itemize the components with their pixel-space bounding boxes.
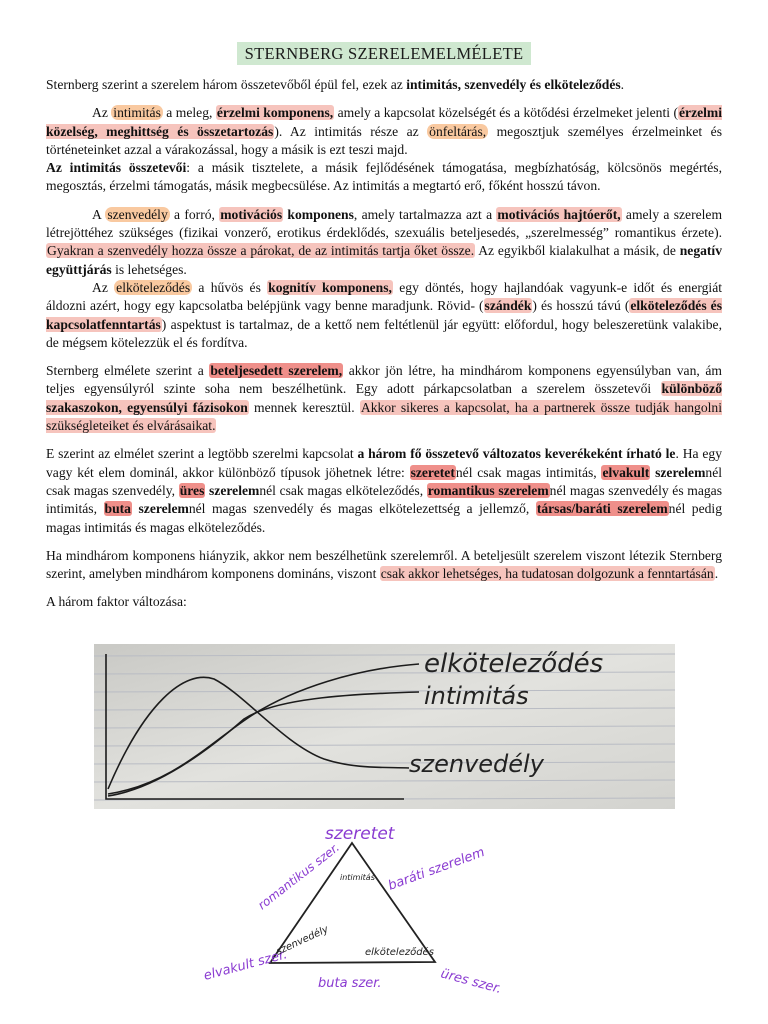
bold-negative-correlation: negatív együttjárás <box>46 243 723 277</box>
love-triangle-diagram <box>200 815 520 1015</box>
text-span: a forró, <box>169 206 220 222</box>
label-szeretet: szeretet <box>325 824 395 844</box>
text-span: egy döntés, hogy hajlandóak vagyunk-e időt és energiát áldozni azért, hogy egy kapcsolatba belépjünk vagy benne maradjunk. Rövid- ( <box>46 279 723 314</box>
highlight-phases: különböző szakaszokon, egyensúlyi fázisokon <box>46 381 722 415</box>
text-span: Sternberg szerint a szerelem három összetevőből épül fel, ezek az <box>46 77 407 92</box>
text-span: mennek keresztül. <box>248 399 360 415</box>
highlight-emotional-closeness: érzelmi közelség, meghittség és összetartozás <box>46 105 723 139</box>
page-title: STERNBERG SZERELEMELMÉLETE <box>237 42 532 65</box>
triangle-svg <box>200 815 520 1015</box>
text-span: megosztjuk személyes érzelmeinket és történeteinket azzal a várakozással, hogy a másik is ezt teszi majd. <box>46 123 722 157</box>
text-span: nél csak magas szenvedély, <box>46 464 723 498</box>
text-span: . <box>620 77 625 92</box>
highlight-conscious-work: csak akkor lehetséges, ha tudatosan dolgozunk a fenntartásán <box>380 566 714 582</box>
bold-component: komponens <box>283 206 354 222</box>
text-span: Az <box>92 105 112 121</box>
highlight-emotional-component: érzelmi komponens, <box>216 105 334 121</box>
paragraph-love-types <box>46 445 722 536</box>
paragraph-commitment <box>46 279 722 352</box>
highlight-successful-relationship: Akkor sikeres a kapcsolat, ha a partnerek össze tudják hangolni szükségleteiket és elvárásaikat. <box>46 399 722 434</box>
text-span: nél magas szenvedély és magas intimitás, <box>46 482 722 517</box>
highlight-szeretet: szeretet <box>410 464 455 480</box>
bold-szerelem: szerelem <box>131 501 189 517</box>
body-text <box>46 76 722 612</box>
highlight-romantikus: romantikus szerelem <box>427 482 549 498</box>
label-barati: baráti szerelem <box>386 844 487 894</box>
text-span: nél csak magas intimitás, <box>455 464 602 480</box>
text-span: a hűvös és <box>192 279 268 295</box>
text-span: is lehetséges. <box>111 261 187 277</box>
label-inner-intimitas: intimitás <box>340 873 375 882</box>
highlight-cognitive-component: kognitív komponens, <box>268 279 392 295</box>
text-span: nél csak magas elköteleződés, <box>259 482 427 498</box>
paragraph-factor-change: A három faktor változása: <box>46 594 187 610</box>
highlight-intimitas: intimitás <box>113 105 161 121</box>
label-inner-elkotelezodes: elköteleződés <box>365 947 434 958</box>
text-span: Ha mindhárom komponens hiányzik, akkor nem beszélhetünk szerelemről. A beteljesült szerelem viszont létezik Sternberg szerint, amelyben mindhárom komponens domináns, viszont <box>46 547 722 582</box>
highlight-motivational-drive: motivációs hajtóerőt, <box>497 206 621 222</box>
label-ures: üres szer. <box>438 966 504 998</box>
highlight-passion-brings-together: Gyakran a szenvedély hozza össze a párokat, de az intimitás tartja őket össze. <box>47 243 475 259</box>
label-inner-szenvedely: szenvedély <box>274 923 331 958</box>
text-span: nél pedig magas intimitás és magas elköteleződés. <box>46 501 722 535</box>
highlight-elkotelezodes: elköteleződés <box>116 279 191 295</box>
paragraph-intro <box>46 76 722 94</box>
highlight-tarsas-barati: társas/baráti szerelem <box>536 501 668 517</box>
text-span: : a másik tisztelete, a másik fejlődésének támogatása, megbízhatóság, kölcsönös megértés, megosztás, érzelmi támogatás, másik megbecsülése. Az intimitás a megtartó erő, főként hosszú távon. <box>46 160 722 194</box>
bold-intimacy-components: Az intimitás összetevői <box>46 160 187 176</box>
text-span: . <box>714 566 719 582</box>
text-span: ) és hosszú távú ( <box>532 298 630 314</box>
highlight-buta: buta <box>104 501 131 517</box>
highlight-intention: szándék <box>484 298 532 314</box>
text-span: akkor jön létre, ha mindhárom komponens egyensúlyban van, ám teljes egyensúlyról szinte soha nem beszélhetünk. Egy adott párkapcsolatban a szerelem összetevői <box>46 363 722 397</box>
paragraph-no-love <box>46 547 722 584</box>
paragraph-intimacy <box>46 104 722 159</box>
title-row <box>0 42 768 65</box>
bold-szerelem: szerelem <box>650 464 706 480</box>
text-span: , amely tartalmazza azt a <box>353 206 497 222</box>
paragraph-intimacy-components <box>46 159 722 196</box>
text-span: ). Az intimitás része az <box>274 123 428 139</box>
highlight-motivational: motivációs <box>220 206 283 222</box>
text-span: ) aspektust is tartalmaz, de a kettő nem feltétlenül jár együtt: előfordul, hogy beleszeretünk valakibe, de mégsem kötelezzük el és fordítva. <box>46 316 722 350</box>
highlight-self-disclosure: önfeltárás, <box>429 123 487 139</box>
highlight-commitment-maintenance: elköteleződés és kapcsolatfenntartás <box>46 298 722 332</box>
text-span: nél magas szenvedély és magas elkötelezettség a jellemző, <box>188 501 536 517</box>
label-buta: buta szer. <box>318 976 382 991</box>
text-span: A <box>92 206 106 222</box>
highlight-ures: üres <box>179 482 205 498</box>
bold-components: intimitás, szenvedély és elköteleződés <box>406 77 621 92</box>
label-romantikus: romantikus szer. <box>255 840 342 913</box>
highlight-elvakult: elvakult <box>602 464 650 480</box>
paragraph-consummate-love <box>46 362 722 435</box>
text-span: . Ha egy vagy két elem dominál, akkor különböző típusok jöhetnek létre: <box>46 446 722 480</box>
text-span: amely a szerelem létrejöttéhez szükséges (fizikai vonzerő, erotikus érdeklődés, szexuális beteljesedés, „szerelmesség” romantikus érzete). <box>46 206 723 241</box>
highlight-consummate-love: beteljesedett szerelem, <box>210 363 343 379</box>
highlight-szenvedely: szenvedély <box>107 206 168 222</box>
handwritten-graph-photo <box>94 644 675 809</box>
bold-mixture: a három fő összetevő változatos keverékeként írható le <box>357 446 676 462</box>
text-span: E szerint az elmélet szerint a legtöbb szerelmi kapcsolat <box>46 446 358 462</box>
graph-svg <box>94 644 675 809</box>
text-span: Sternberg elmélete szerint a <box>46 363 210 379</box>
graph-label-intimitas: intimitás <box>424 682 529 710</box>
label-elvakult: elvakult szer. <box>202 947 289 984</box>
bold-szerelem: szerelem <box>205 482 260 498</box>
paragraph-passion <box>46 206 722 279</box>
text-span: a meleg, <box>162 105 216 121</box>
text-span: amely a kapcsolat közelségét és a kötődési érzelmeket jelenti ( <box>334 105 678 121</box>
text-span: Az egyikből kialakulhat a másik, de <box>475 243 680 259</box>
graph-label-szenvedely: szenvedély <box>409 750 544 778</box>
graph-label-elkotelezodes: elköteleződés <box>424 649 604 679</box>
text-span: Az <box>92 279 115 295</box>
